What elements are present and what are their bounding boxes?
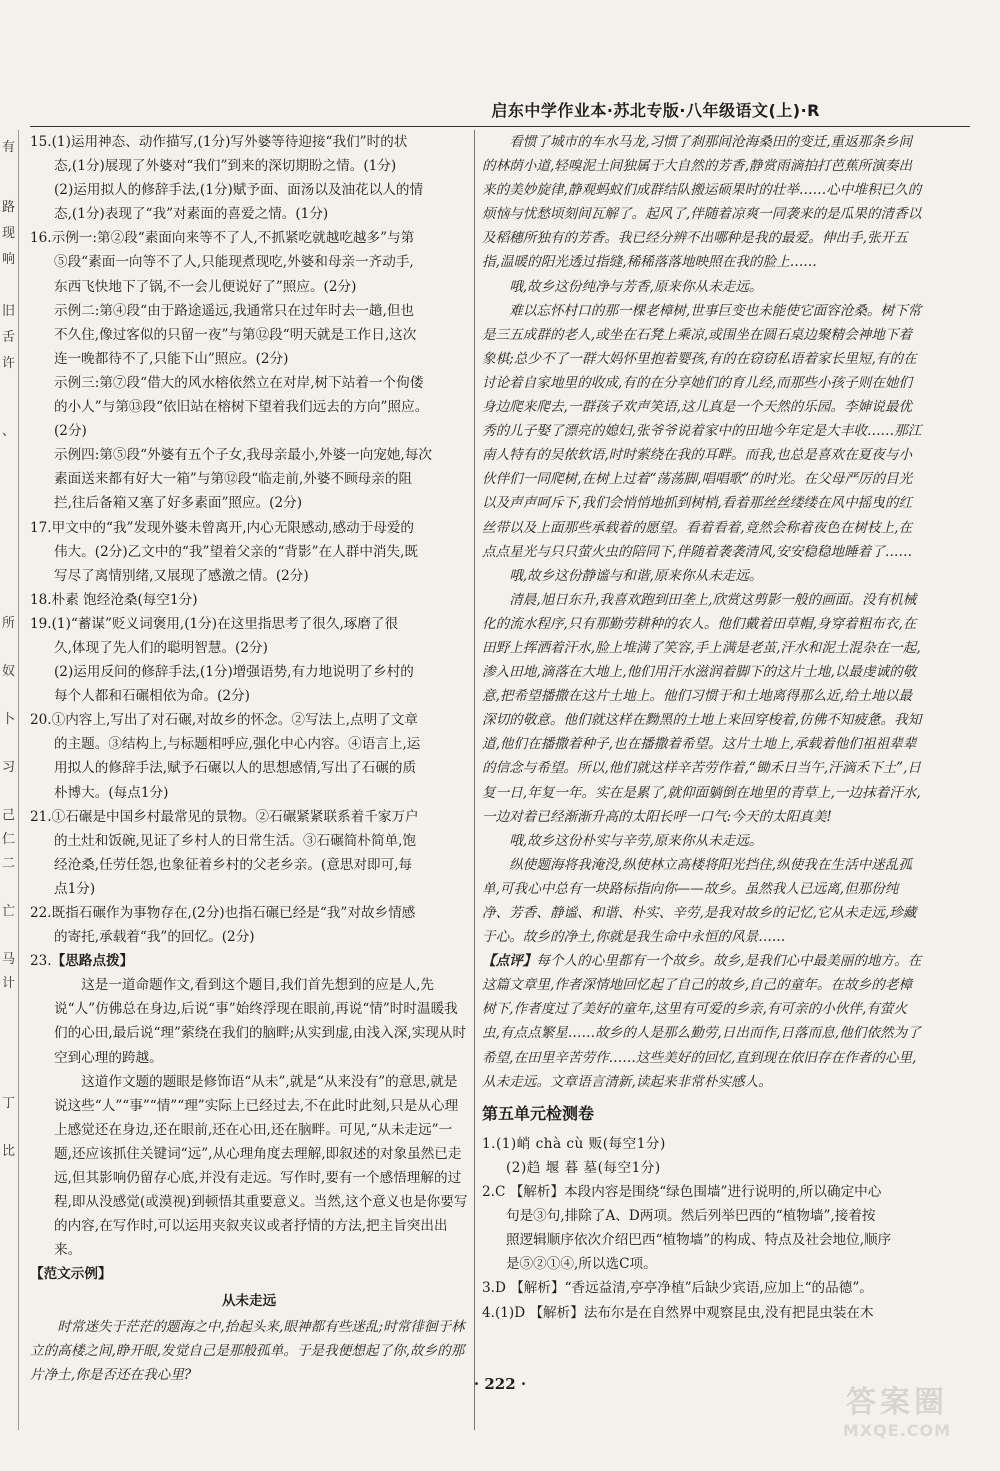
answer-1-1: 1.(1)峭 chà cù 贩(每空1分) [482, 1135, 666, 1152]
answer-18: 18.朴素 饱经沧桑(每空1分) [30, 591, 198, 608]
review-text: 每个人的心里都有一个故乡。故乡,是我们心中最美丽的地方。在这篇文章里,作者深情地回忆起了自己的故乡,自己的童年。在故乡的老樟树下,作者度过了美好的童年,这里有可爱的乡亲,有可亲的小伙伴,有萤火虫,有点点繁星……故乡的人是那么勤劳,日出而作,日落而息,他们依然为了希望,在田里辛苦劳作……这些美好的回忆,直到现在依旧存在作者的心里,从未走远。文章语言清新,读起来非常朴实感人。 [482, 953, 922, 1090]
text-line: 示例四:第⑤段“外婆有五个子女,我母亲最小,外婆一向宠她,每次 [54, 447, 432, 464]
section-tag: 【思路点拨】 [51, 953, 134, 970]
margin-char: 计 [2, 976, 16, 991]
text-line: 是⑤②①④,所以选C项。 [506, 1256, 657, 1273]
column-divider [474, 130, 475, 1430]
margin-char: 有 [2, 140, 16, 155]
text-line: 的土灶和饭碗,见证了乡村人的日常生活。③石碾简朴简单,饱 [54, 832, 417, 849]
text-line: 句是③句,排除了A、D两项。然后列举巴西的“植物墙”,接着按 [506, 1208, 876, 1225]
margin-char: 舌 [2, 330, 16, 345]
margin-char: 奴 [2, 664, 16, 679]
answer-16 [30, 226, 468, 515]
text-line: 19.(1)“蓄谋”贬义词褒用,(1分)在这里指思考了很久,琢磨了很 [30, 615, 399, 632]
essay-paragraph: 时常迷失于茫茫的题海之中,抬起头来,眼神都有些迷乱;时常徘徊于林立的高楼之间,睁开眼,发觉自己是那般孤单。于是我便想起了你,故乡的那片净土,你是否还在我心里? [30, 1318, 465, 1383]
margin-char: 亡 [2, 904, 16, 919]
page-number: · 222 · [473, 1375, 527, 1393]
margin-char: 、 [2, 424, 16, 439]
text-line: 素面送来都有好大一箱”与第⑫段“临走前,外婆不顾母亲的阻 [54, 471, 413, 488]
text-line: 态,(1分)表现了“我”对素面的喜爱之情。(1分) [54, 206, 329, 223]
text-line: 用拟人的修辞手法,赋予石碾以人的思想感情,写出了石碾的质 [54, 760, 417, 777]
margin-char: 马 [2, 952, 16, 967]
margin-char: 卜 [2, 712, 16, 727]
answer-20 [30, 708, 468, 804]
text-line: 写尽了离情别绪,又展现了感激之情。(2分) [54, 567, 309, 584]
guide-paragraph-1: 这是一道命题作文,看到这个题目,我们首先想到的应是人,先说“人”仿佛总在身边,后说“事”始终浮现在眼前,再说“情”时时温暖我们的心田,最后说“理”萦绕在我们的脑畔;从实到虚,由浅入深,实现从时空到心理的跨越。 [54, 977, 467, 1066]
text-line: 16.示例一:第②段“素面向来等不了人,不抓紧吃就越吃越多”与第 [30, 230, 415, 247]
margin-char: 现 [2, 226, 16, 241]
sample-essay-title: 从未走远 [221, 1292, 277, 1309]
margin-char: 旧 [2, 304, 16, 319]
answer-1-2: (2)趋 堰 暮 墓(每空1分) [506, 1159, 661, 1176]
text-line: 15.(1)运用神态、动作描写,(1分)写外婆等待迎接“我们”时的状 [30, 134, 408, 150]
essay-paragraph: 哦,故乡这份静谧与和谐,原来你从未走远。 [509, 567, 763, 584]
text-line: 久,体现了先人们的聪明智慧。(2分) [54, 639, 268, 656]
answer-2 [482, 1180, 922, 1276]
text-line: (2)运用反问的修辞手法,(1分)增强语势,有力地说明了乡村的 [54, 664, 414, 681]
text-line: 21.①石碾是中国乡村最常见的景物。②石碾紧紧联系着千家万户 [30, 808, 419, 825]
text-line: 照逻辑顺序依次介绍巴西“植物墙”的构成、特点及社会地位,顺序 [506, 1232, 892, 1249]
answer-21 [30, 805, 468, 901]
text-line: 17.甲文中的“我”发现外婆未曾离开,内心无限感动,感动于母爱的 [30, 519, 415, 536]
essay-paragraph: 纵使题海将我淹没,纵使林立高楼将阳光挡住,纵使我在生活中迷乱孤单,可我心中总有一块路标指向你——故乡。虽然我人已远离,但那份纯净、芳香、静谧、和谐、朴实、辛劳,是我对故乡的记忆,它从未走远,珍藏于心。故乡的净土,你就是我生命中永恒的风景…… [482, 856, 917, 946]
watermark [812, 1377, 982, 1457]
watermark-brand: 答案圈 [846, 1385, 948, 1420]
review-paragraph [482, 949, 922, 1094]
text-line: ⑤段“素面一向等不了人,只能现煮现吃,外婆和母亲一齐动手, [54, 254, 414, 271]
text-line: 态,(1分)展现了外婆对“我们”到来的深切期盼之情。(1分) [54, 158, 397, 175]
text-line: (2分) [54, 423, 87, 440]
answer-number: 23. [30, 953, 52, 970]
left-column [30, 130, 468, 1387]
text-line: 示例三:第⑦段“借大的风水榕依然立在对岸,树下站着一个佝偻 [54, 374, 424, 391]
page-header [30, 96, 970, 127]
book-title: 启东中学作业本·苏北专版·八年级语文(上)·R [491, 101, 820, 120]
answer-3: 3.D 【解析】“香远益清,亭亭净植”后缺少宾语,应加上“的品德”。 [482, 1280, 873, 1297]
text-line: 示例二:第④段“由于路途遥远,我通常只在过年时去一趟,但也 [54, 302, 415, 319]
text-line: 的寄托,承载着“我”的回忆。(2分) [54, 929, 255, 946]
text-line: 的主题。③结构上,与标题相呼应,强化中心内容。④语言上,运 [54, 736, 421, 753]
margin-char: 己 [2, 808, 16, 823]
margin-char: 比 [2, 1144, 16, 1159]
margin-char: 二 [2, 856, 16, 871]
text-line: 22.既指石碾作为事物存在,(2分)也指石碾已经是“我”对故乡情感 [30, 905, 416, 921]
watermark-url: MXQE.COM [842, 1421, 952, 1440]
answer-17 [30, 516, 468, 588]
margin-char: 习 [2, 760, 16, 775]
margin-char: 仁 [2, 832, 16, 847]
essay-paragraph: 清晨,旭日东升,我喜欢跑到田垄上,欣赏这剪影一般的画面。没有机械化的流水程序,只有那勤劳耕种的农人。他们戴着田草帽,身穿着粗布衣,在田野上挥洒着汗水,脸上堆满了笑容,手上满是老茧,汗水和泥土混杂在一起,渗入田地,滴落在大地上,他们用汗水滋润着脚下的这片土地,以最虔诚的敬意,把希望播撒在这片土地上。他们习惯于和土地离得那么近,给土地以最深切的敬意。他们就这样在黝黑的土地上来回穿梭着,仿佛不知疲惫。我知道,他们在播撒着种子,也在播撒着希望。这片土地上,承载着他们祖祖辈辈的信念与希望。所以,他们就这样辛苦劳作着,“锄禾日当午,汗滴禾下土”,日复一日,年复一年。实在是累了,就仰面躺倒在地里的青草上,一边抹着汗水,一边对着已经渐渐升高的太阳长呼一口气:今天的太阳真美! [482, 591, 922, 825]
answer-15 [30, 130, 468, 226]
margin-char: 丁 [2, 1096, 16, 1111]
sample-essay-tag: 【范文示例】 [30, 1266, 112, 1283]
text-line: 拦,往后备箱又塞了好多素面”照应。(2分) [54, 495, 303, 512]
text-line: 的小人”与第⑬段“依旧站在榕树下望着我们远去的方向”照应。 [54, 399, 429, 416]
margin-char: 所 [2, 616, 16, 631]
margin-char: 路 [2, 200, 16, 215]
unit-title: 第五单元检测卷 [482, 1103, 595, 1123]
section-tag: 【点评】 [482, 953, 537, 970]
right-column [482, 130, 922, 1325]
guide-paragraph-2: 这道作文题的题眼是修饰语“从未”,就是“从来没有”的意思,就是说这些“人”“事”“情”“理”实际上已经过去,不在此时此刻,只是从心理上感觉还在身边,还在眼前,还在心田,还在脑畔。可见,“从未走远”一题,还应该抓住关键词“远”,从心理角度去理解,即叙述的对象虽然已走远,但其影响仍留存心底,并没有走远。写作时,要有一个感悟理解的过程,即从没感觉(或漠视)到顿悟其重要意义。当然,这个意义也是你要写的内容,在写作时,可以运用夹叙夹议或者抒情的方法,把主旨突出出来。 [54, 1073, 468, 1259]
text-line: 东西飞快地下了锅,不一会儿便说好了”照应。(2分) [54, 278, 357, 295]
text-line: 连一晚都待不了,只能下山”照应。(2分) [54, 350, 289, 367]
text-line: 经沧桑,任劳任怨,也象征着乡村的父老乡亲。(意思对即可,每 [54, 856, 413, 873]
answer-23 [30, 949, 468, 973]
text-line: 点1分) [54, 880, 96, 897]
text-line: 朴博大。(每点1分) [54, 784, 169, 801]
margin-char: 响 [2, 252, 16, 267]
answer-19 [30, 612, 468, 708]
text-line: 不久住,像过客似的只留一夜”与第⑫段“明天就是工作日,这次 [54, 326, 417, 343]
answer-22 [30, 901, 468, 949]
text-line: 2.C 【解析】本段内容是围绕“绿色围墙”进行说明的,所以确定中心 [482, 1184, 882, 1201]
text-line: 伟大。(2分)乙文中的“我”望着父亲的“背影”在人群中消失,既 [54, 543, 419, 560]
text-line: 每个人都和石碾相依为命。(2分) [54, 688, 250, 705]
text-line: 20.①内容上,写出了对石碾,对故乡的怀念。②写法上,点明了文章 [30, 712, 419, 729]
answer-4: 4.(1)D 【解析】法布尔是在自然界中观察昆虫,没有把昆虫装在木 [482, 1304, 874, 1321]
cropped-margin-strip [0, 130, 19, 1430]
essay-paragraph: 难以忘怀村口的那一棵老樟树,世事巨变也未能使它面容沧桑。树下常是三五成群的老人,或坐在石凳上乘凉,或围坐在圆石桌边聚精会神地下着象棋;总少不了一群大妈怀里抱着婴孩,有的在窃窃私语着家长里短,有的在讨论着自家地里的收成,有的在分享她们的育儿经,而那些小孩子则在她们身边爬来爬去,一群孩子欢声笑语,这儿真是一个天然的乐园。李婶说最优秀的儿子娶了漂亮的媳妇,张爷爷说着家中的田地今年定是大丰收……那江南人特有的吴侬软语,时时萦绕在我的耳畔。而我,也总是喜欢在夏夜与小伙伴们一同爬树,在树上过着“荡荡脚,唱唱歌”的时光。在父母严厉的目光以及声声呵斥下,我们会悄悄地抓到树梢,看着那丝丝缕缕在风中摇曳的红丝带以及上面那些承载着的愿望。看着看着,竟然会称着夜色在树枝上,在点点星光与只只萤火虫的陪同下,伴随着袭袭清风,安安稳稳地睡着了…… [482, 302, 922, 560]
essay-paragraph: 哦,故乡这份朴实与辛劳,原来你从未走远。 [509, 832, 763, 849]
essay-paragraph: 看惯了城市的车水马龙,习惯了刹那间沧海桑田的变迁,重返那条乡间的林荫小道,轻嗅泥土间独属于大自然的芳香,静赏雨滴拍打芭蕉所演奏出来的美妙旋律,静观蚂蚁们成群结队搬运硕果时的壮举……心中堆积已久的烦恼与忧愁顷刻间瓦解了。起风了,伴随着凉爽一同袭来的是瓜果的清香以及稻穗所独有的芳香。我已经分辨不出哪种是我的最爱。伸出手,张开五指,温暖的阳光透过指缝,稀稀落落地映照在我的脸上…… [482, 134, 922, 271]
text-line: (2)运用拟人的修辞手法,(1分)赋予面、面汤以及油花以人的情 [54, 182, 424, 199]
essay-paragraph: 哦,故乡这份纯净与芳香,原来你从未走远。 [509, 278, 763, 295]
margin-char: 许 [2, 356, 16, 371]
